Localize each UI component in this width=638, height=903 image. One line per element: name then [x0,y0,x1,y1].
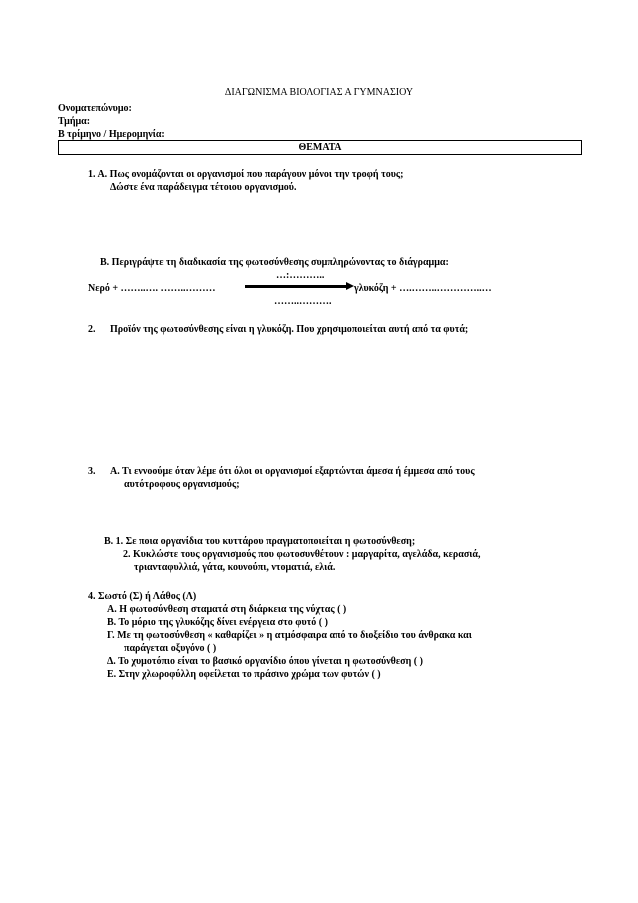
q2-number: 2. [88,324,96,335]
diagram-below-arrow: ……..………. [274,296,332,307]
q1-a-line1: 1. Α. Πως ονομάζονται οι οργανισμοί που παράγουν μόνοι την τροφή τους; [88,169,404,180]
q3-a-line2: αυτότροφους οργανισμούς; [124,479,240,490]
q3-number: 3. [88,466,96,477]
q3-a-line1: Α. Τι εννοούμε όταν λέμε ότι όλοι οι οργανισμοί εξαρτώνται άμεσα ή έμμεσα από τους [110,466,475,477]
q1-b-text: Β. Περιγράψτε τη διαδικασία της φωτοσύνθεσης συμπληρώνοντας το διάγραμμα: [100,257,449,268]
q4-item-a: Α. Η φωτοσύνθεση σταματά στη διάρκεια της νύχτας ( ) [107,604,347,615]
diagram-right: γλυκόζη + ….……..…………..… [354,283,492,294]
diagram-left: Νερό + ……..…. ……..……… [88,283,216,294]
diagram-arrow-head [346,282,354,290]
topics-heading: ΘΕΜΑΤΑ [298,142,342,153]
document-title: ΔΙΑΓΩΝΙΣΜΑ ΒΙΟΛΟΓΙΑΣ Α ΓΥΜΝΑΣΙΟΥ [224,87,414,98]
q4-item-e: Ε. Στην χλωροφύλλη οφείλεται το πράσινο χρώμα των φυτών ( ) [107,669,381,680]
q1-a-line2: Δώστε ένα παράδειγμα τέτοιου οργανισμού. [110,182,297,193]
q4-heading: 4. Σωστό (Σ) ή Λάθος (Λ) [88,591,197,602]
q3-b-line3: τριανταφυλλιά, γάτα, κουνούπι, ντοματιά, ελιά. [134,562,336,573]
q4-item-b: Β. Το μόριο της γλυκόζης δίνει ενέργεια στο φυτό ( ) [107,617,328,628]
term-date-label: Β τρίμηνο / Ημερομηνία: [58,129,165,140]
diagram-above-arrow: …:……….. [276,270,325,281]
class-label: Τμήμα: [58,116,91,127]
topics-heading-box [58,140,582,155]
q4-item-d: Δ. Το χυμοτόπιο είναι το βασικό οργανίδιο όπου γίνεται η φωτοσύνθεση ( ) [107,656,423,667]
name-label: Ονοματεπώνυμο: [58,103,132,114]
q4-item-c-line2: παράγεται οξυγόνο ( ) [124,643,217,654]
q3-b-line2: 2. Κυκλώστε τους οργανισμούς που φωτοσυνθέτουν : μαργαρίτα, αγελάδα, κερασιά, [123,549,481,560]
q2-text: Προϊόν της φωτοσύνθεσης είναι η γλυκόζη. Που χρησιμοποιείται αυτή από τα φυτά; [110,324,469,335]
q4-item-c-line1: Γ. Με τη φωτοσύνθεση « καθαρίζει » η ατμόσφαιρα από το διοξείδιο του άνθρακα και [107,630,472,641]
diagram-arrow [245,285,349,288]
q3-b-line1: Β. 1. Σε ποια οργανίδια του κυττάρου πραγματοποιείται η φωτοσύνθεση; [104,536,416,547]
